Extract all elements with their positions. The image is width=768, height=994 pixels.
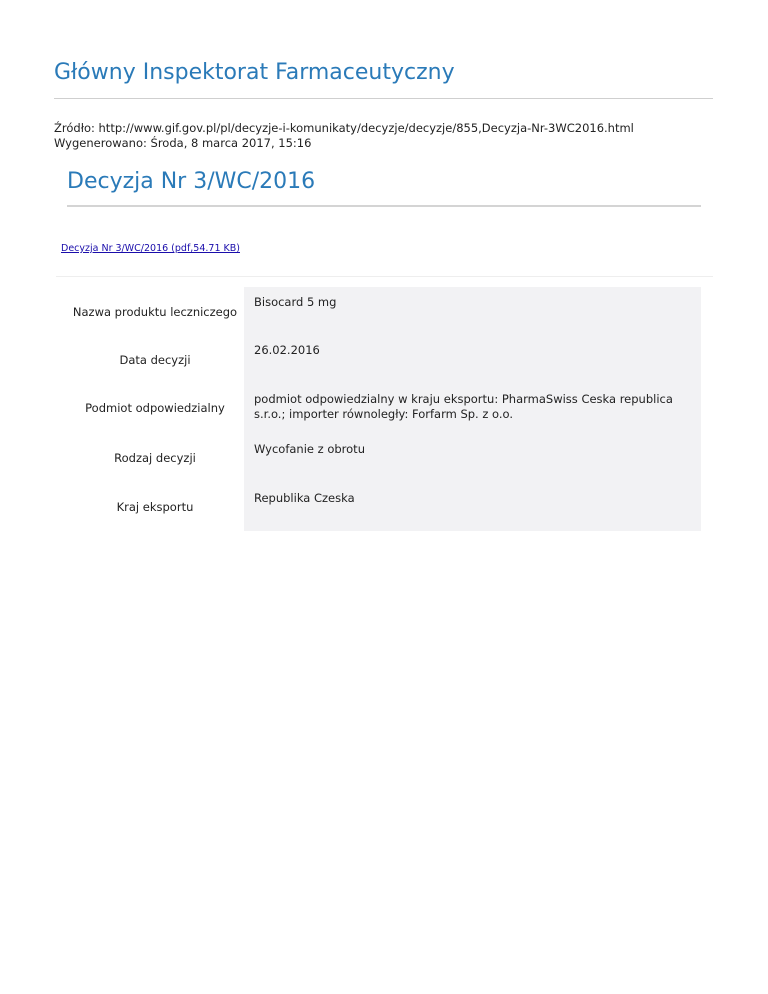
detail-label: Kraj eksportu [116,500,194,514]
detail-label: Rodzaj decyzji [114,451,196,465]
generated-line: Wygenerowano: Środa, 8 marca 2017, 15:16 [54,136,312,150]
detail-row-country [66,481,701,529]
pdf-attachment-link[interactable]: Decyzja Nr 3/WC/2016 (pdf,54.71 KB) [61,243,240,254]
document-title: Decyzja Nr 3/WC/2016 [67,169,316,194]
detail-label: Podmiot odpowiedzialny [85,401,225,415]
detail-row-responsible [66,383,701,431]
site-title: Główny Inspektorat Farmaceutyczny [54,60,455,85]
detail-value: Bisocard 5 mg [254,295,337,309]
decision-details [66,287,701,531]
header-divider [54,98,713,99]
section-divider [56,276,713,277]
source-line: Źródło: http://www.gif.gov.pl/pl/decyzje-i-komunikaty/decyzje/decyzje/855,Decyzja-Nr-3WC2016.html [54,121,634,135]
detail-value: podmiot odpowiedzialny w kraju eksportu: PharmaSwiss Ceska republica s.r.o.; importer równoległy: Forfarm Sp. z o.o. [254,392,673,421]
detail-value: 26.02.2016 [254,343,320,357]
detail-value: Wycofanie z obrotu [254,442,365,456]
detail-row-date [66,335,701,383]
detail-label: Data decyzji [119,353,191,367]
title-divider [67,205,701,207]
detail-row-product [66,287,701,335]
detail-label: Nazwa produktu leczniczego [72,305,238,319]
page-meta [54,121,634,151]
detail-value: Republika Czeska [254,491,355,505]
detail-row-type [66,433,701,481]
